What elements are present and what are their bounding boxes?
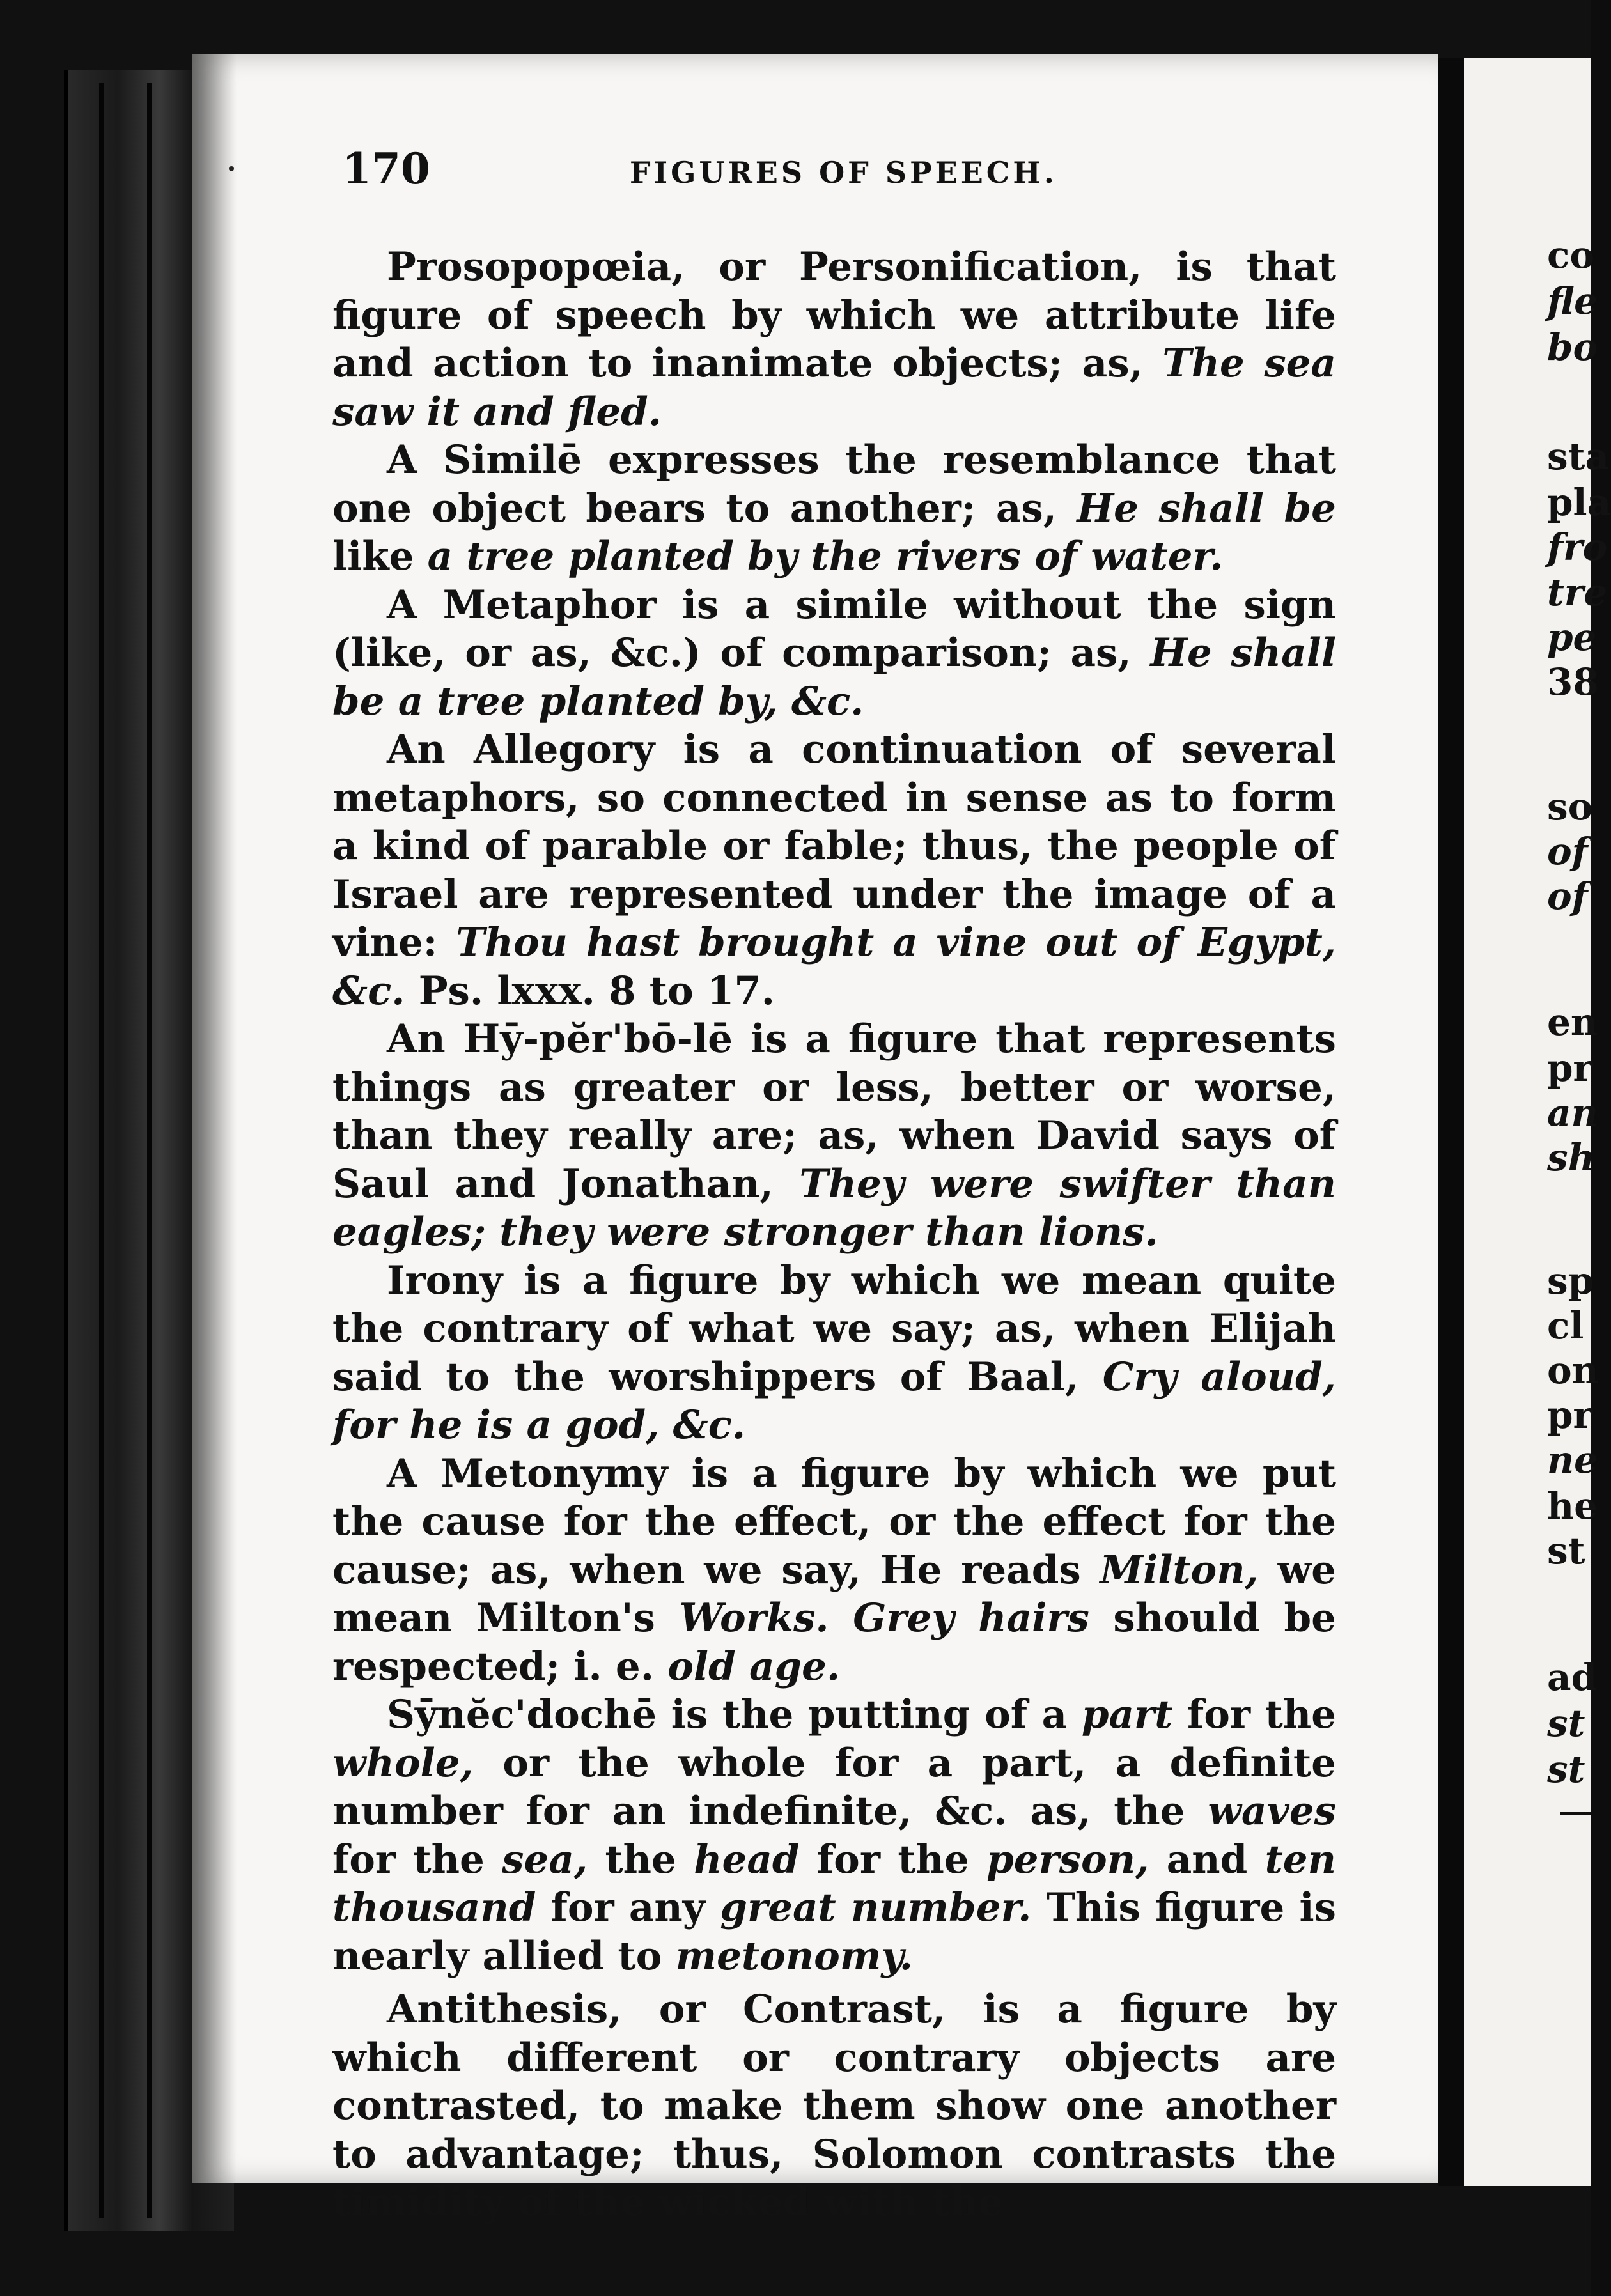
facing-page-fragment: on — [1547, 1349, 1599, 1392]
facing-page-fragment: 38 — [1547, 660, 1599, 704]
italic-text: Milton, — [1100, 1547, 1259, 1593]
facing-page-fragment: co — [1547, 233, 1595, 277]
italic-text: metonomy. — [675, 1933, 914, 1979]
italic-text: He shall be — [1077, 485, 1336, 531]
facing-page-fragment: sta — [1547, 435, 1610, 478]
text-run: Sȳnĕc'dochē is the putting of a — [387, 1692, 1082, 1737]
italic-text: Thou hast brought a vine out of Egypt, &c. — [332, 920, 1336, 1014]
text-run: and — [1149, 1836, 1265, 1882]
italic-text: ten thousand — [332, 1836, 1336, 1930]
print-speck — [229, 166, 234, 171]
facing-page-fragment: pr — [1547, 1393, 1593, 1437]
italic-text: whole, — [332, 1740, 474, 1786]
text-run: A Similē expresses the resemblance that one object bears to another; as, — [332, 437, 1336, 531]
italic-text: part — [1081, 1692, 1173, 1737]
paragraph — [332, 1450, 1336, 1691]
paragraph — [332, 581, 1336, 726]
facing-page-fragment: sh — [1547, 1136, 1595, 1179]
page-number: 170 — [342, 144, 430, 194]
paragraph — [332, 436, 1336, 581]
text-run: An Hȳ-pĕr'bō-lē is a figure that represents things as greater or less, better or worse, than they really are; as, when David says of Saul and Jonathan, — [332, 1016, 1336, 1207]
facing-page-fragment: ne — [1547, 1438, 1598, 1482]
text-run: This figure is nearly allied to — [332, 1885, 1336, 1979]
facing-page-fragment: cl — [1547, 1304, 1584, 1347]
facing-page-fragment: an — [1547, 1091, 1598, 1135]
text-run: Antithesis, or Contrast, is a figure by which different or contrary objects are contrasted, to make them show one another to advantage; thus, Solomon contrasts the timidity of the wicked with the — [332, 1987, 1336, 2225]
facing-page-fragment: tre — [1547, 571, 1608, 614]
italic-text: The sea saw it and fled. — [332, 341, 1336, 435]
page-gutter-gap — [1438, 58, 1464, 2186]
text-run: Irony is a figure by which we mean quite the contrary of what we say; as, when Elijah said to the worshippers of Baal, — [332, 1257, 1336, 1400]
facing-page-fragment: fle — [1547, 279, 1598, 323]
text-run: for the — [332, 1836, 502, 1882]
facing-page-fragment: of — [1547, 830, 1588, 873]
facing-page-fragment: he — [1547, 1484, 1598, 1528]
spine-line — [99, 83, 104, 2218]
italic-text: Cry aloud, for he is a god, &c. — [332, 1354, 1336, 1448]
facing-page-fragment: pe — [1547, 616, 1597, 659]
facing-page-fragment: sp — [1547, 1259, 1594, 1303]
facing-page-fragment: pla — [1547, 481, 1611, 524]
text-run: for the — [799, 1836, 987, 1882]
facing-page-fragment: en — [1547, 1000, 1598, 1044]
facing-page-fragment: ad — [1547, 1656, 1598, 1699]
italic-text: Grey hairs — [853, 1595, 1089, 1641]
paragraph — [332, 1015, 1336, 1257]
facing-page-fragment: so — [1547, 785, 1593, 828]
text-run: An Allegory is a continuation of several metaphors, so connected in sense as to form a kind of parable or fable; thus, the people of Israel are represented under the image of a vine: — [332, 727, 1336, 965]
italic-text: old age. — [667, 1643, 841, 1689]
italic-text: sea, — [502, 1836, 588, 1882]
text-run: or the whole for a part, a definite number for an indefinite, &c. as, the — [332, 1740, 1336, 1834]
facing-page-rule — [1560, 1812, 1591, 1815]
facing-page-fragment: st — [1547, 1702, 1585, 1745]
text-run: Ps. lxxx. 8 to 17. — [405, 968, 775, 1014]
italic-text: person, — [986, 1836, 1149, 1882]
paragraph — [332, 1691, 1336, 1980]
text-run: like — [332, 534, 428, 579]
facing-page-fragment: st — [1547, 1748, 1585, 1791]
paragraph — [332, 1985, 1336, 2227]
facing-page-fragment: of — [1547, 874, 1588, 918]
italic-text: waves — [1208, 1788, 1336, 1834]
spine-line — [147, 83, 152, 2218]
text-run: we mean Milton's — [332, 1547, 1336, 1641]
text-run: should be respected; i. e. — [332, 1595, 1336, 1689]
text-run: for the — [1172, 1692, 1336, 1737]
italic-text: great number. — [720, 1885, 1032, 1930]
facing-page-fragment: fro — [1547, 525, 1608, 569]
running-head: FIGURES OF SPEECH. — [630, 155, 1057, 190]
text-run: A Metaphor is a simile without the sign (like, or as, &c.) of comparison; as, — [332, 582, 1336, 676]
text-run: A Metonymy is a figure by which we put the cause for the effect, or the effect for the cause; as, when we say, He reads — [332, 1450, 1336, 1593]
paragraph — [332, 243, 1336, 436]
facing-page-fragment: bo — [1547, 325, 1598, 369]
italic-text: He shall be a tree planted by, &c. — [332, 630, 1336, 724]
italic-text: Works. — [679, 1595, 829, 1641]
facing-page-fragment: pr — [1547, 1046, 1593, 1090]
italic-text: a tree planted by the rivers of water. — [427, 534, 1224, 579]
italic-text: head — [694, 1836, 800, 1882]
italic-text: They were swifter than eagles; they were stronger than lions. — [332, 1161, 1336, 1255]
text-run: for any — [536, 1885, 720, 1930]
page-gutter-shadow — [192, 54, 237, 2183]
paragraph — [332, 1257, 1336, 1450]
facing-page-fragment: st — [1547, 1529, 1585, 1572]
text-run: the — [588, 1836, 694, 1882]
page-header — [342, 144, 1339, 201]
body-text — [332, 243, 1336, 2227]
text-run — [829, 1595, 853, 1641]
paragraph — [332, 725, 1336, 1015]
text-run: Prosopopœia, or Personification, is that figure of speech by which we attribute life and action to inanimate objects; as, — [332, 244, 1336, 386]
